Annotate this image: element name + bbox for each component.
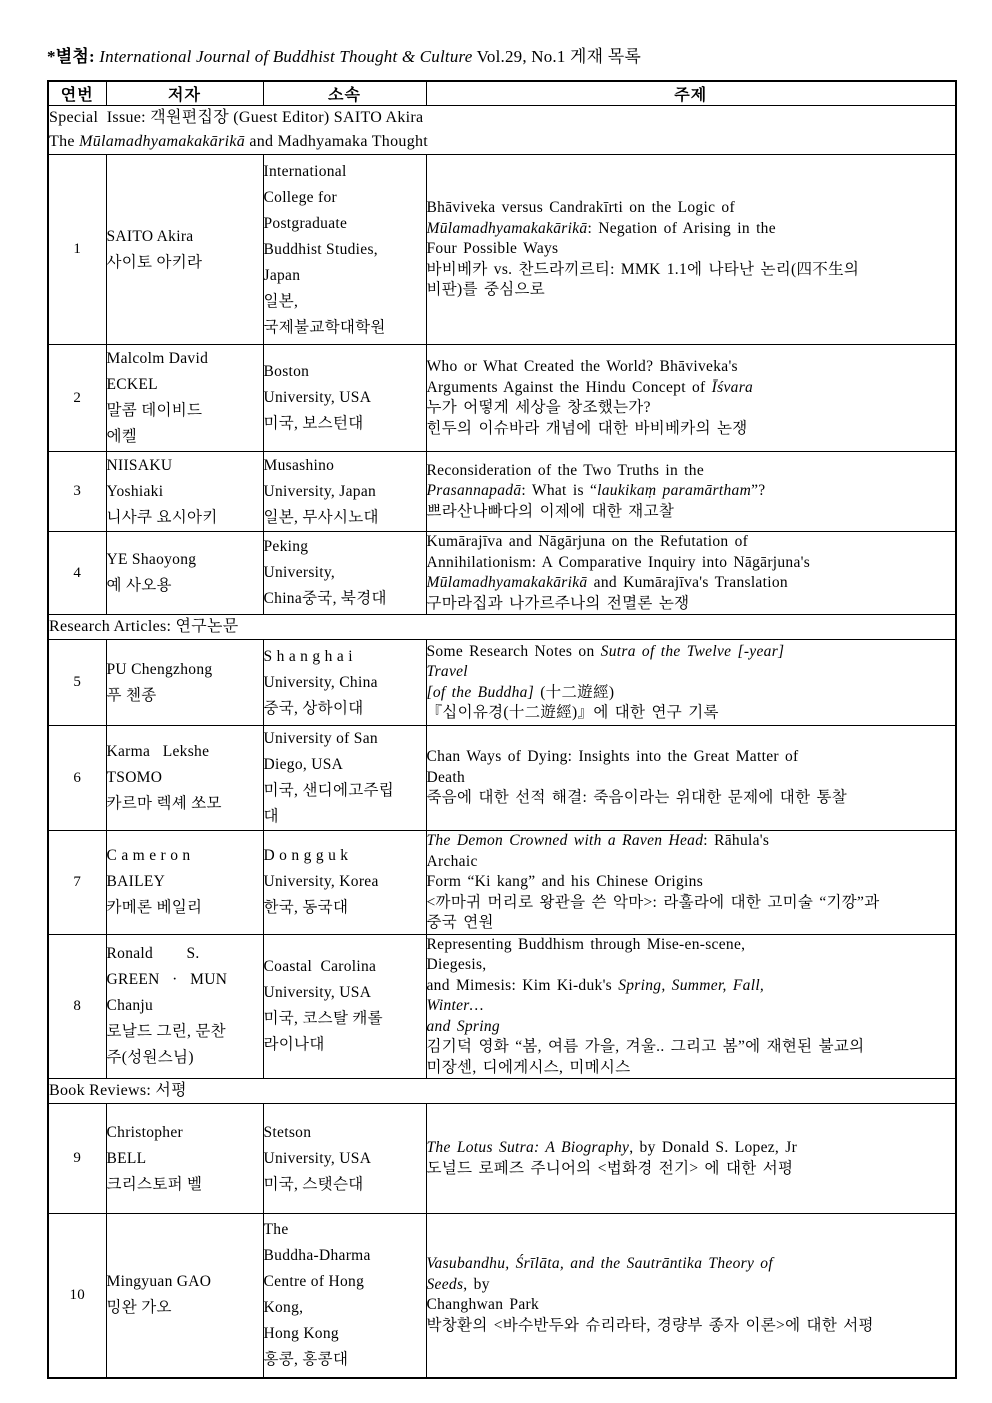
cell-line: The Lotus Sutra: A Biography, by Donald S. Lopez, Jr <box>426 1139 798 1156</box>
cell-line: 니사쿠 요시아키 <box>106 508 218 526</box>
cell-line: Diegesis, <box>426 956 487 973</box>
cell-line: Mingyuan GAO <box>106 1273 212 1291</box>
subject-cell <box>426 640 956 726</box>
cell-line: Chan Ways of Dying: Insights into the Great Matter of <box>426 748 799 766</box>
cell-line: China중국, 북경대 <box>263 590 387 607</box>
cell-line: 라이나대 <box>263 1036 325 1054</box>
cell-line: 중국 연원 <box>426 914 494 931</box>
cell-line: 힌두의 이슈바라 개념에 대한 바비베카의 논쟁 <box>426 419 748 437</box>
header-number: 연번 <box>48 81 106 106</box>
cell-line: Death <box>426 768 466 786</box>
cell-line: Bhāviveka versus Candrakīrti on the Logic of <box>426 199 735 217</box>
cell-line: University, Korea <box>263 873 379 891</box>
cell-line: 미국, 코스탈 캐롤 <box>263 1010 383 1028</box>
table-row <box>48 452 956 532</box>
subject-cell <box>426 1214 956 1378</box>
cell-line: Kong, <box>263 1299 304 1317</box>
cell-line: Postgraduate <box>263 214 348 232</box>
cell-line: Special Issue: 객원편집장 (Guest Editor) SAITO Akira <box>49 109 424 126</box>
cell-line: 비판)를 중심으로 <box>426 281 546 299</box>
section-cell <box>48 615 956 640</box>
cell-line: Mūlamadhyamakakārikā and Kumārajīva's Translation <box>426 574 788 591</box>
row-number: 1 <box>48 155 106 345</box>
table-row <box>48 934 956 1079</box>
table-row <box>48 1214 956 1378</box>
cell-line: SAITO Akira <box>106 227 194 245</box>
cell-line: 구마라집과 나가르주나의 전멸론 논쟁 <box>426 594 690 612</box>
cell-line: Yoshiaki <box>106 482 164 500</box>
table-row <box>48 831 956 935</box>
caption-suffix: Vol.29, No.1 게재 목록 <box>472 47 641 66</box>
author-cell <box>106 934 263 1079</box>
affiliation-cell <box>263 345 426 452</box>
cell-line: College for <box>263 188 337 206</box>
cell-line: 국제불교학대학원 <box>263 318 386 336</box>
cell-line: Arguments Against the Hindu Concept of Īśvara <box>426 378 754 396</box>
cell-line: The Mūlamadhyamakakārikā and Madhyamaka Thought <box>49 133 429 150</box>
cell-line: The <box>263 1221 289 1239</box>
cell-line: Four Possible Ways <box>426 240 559 258</box>
cell-line: 말콤 데이비드 <box>106 402 203 419</box>
cell-line: 김기덕 영화 “봄, 여름 가을, 겨울.. 그리고 봄”에 재현된 불교의 <box>426 1038 865 1055</box>
section-row <box>48 1079 956 1104</box>
cell-line: 중국, 상하이대 <box>263 699 364 717</box>
cell-line: Winter… <box>426 997 484 1014</box>
cell-line: Malcolm David <box>106 350 209 367</box>
author-cell <box>106 726 263 831</box>
cell-line: 대 <box>263 808 279 825</box>
cell-line: University, Japan <box>263 482 377 500</box>
cell-line: Boston <box>263 363 310 380</box>
cell-line: 쁘라산나빠다의 이제에 대한 재고찰 <box>426 502 675 520</box>
subject-cell <box>426 345 956 452</box>
cell-line: Mūlamadhyamakakārikā: Negation of Arising in the <box>426 219 776 237</box>
affiliation-cell <box>263 1214 426 1378</box>
cell-line: 미국, 보스턴대 <box>263 415 364 432</box>
cell-line: 『십이유경(十二遊經)』에 대한 연구 기록 <box>426 704 719 721</box>
cell-line: 바비베카 vs. 찬드라끼르티: MMK 1.1에 나타난 논리(四不生의 <box>426 260 860 278</box>
cell-line: 로날드 그린, 문찬 <box>106 1023 226 1041</box>
cell-line: Ronald S. <box>106 945 200 963</box>
cell-line: [of the Buddha] (十二遊經) <box>426 683 615 701</box>
cell-line: 누가 어떻게 세상을 창조했는가? <box>426 399 651 416</box>
section-cell <box>48 106 956 155</box>
author-cell <box>106 1214 263 1378</box>
header-row <box>48 81 956 106</box>
document-title <box>47 42 955 67</box>
cell-line: Archaic <box>426 852 478 870</box>
cell-line: <까마귀 머리로 왕관을 쓴 악마>: 라훌라에 대한 고미술 “기깡”과 <box>426 893 880 911</box>
author-cell <box>106 831 263 935</box>
cell-line: Stetson <box>263 1123 312 1141</box>
cell-line: University, USA <box>263 1149 372 1167</box>
cell-line: Coastal Carolina <box>263 958 377 976</box>
author-cell <box>106 155 263 345</box>
cell-line: 카르마 렉셰 쏘모 <box>106 795 222 812</box>
subject-cell <box>426 726 956 831</box>
table-body <box>48 106 956 1378</box>
affiliation-cell <box>263 1104 426 1214</box>
affiliation-cell <box>263 831 426 935</box>
table-row <box>48 532 956 615</box>
cell-line: NIISAKU <box>106 456 173 474</box>
cell-line: YE Shaoyong <box>106 551 197 568</box>
subject-cell <box>426 155 956 345</box>
cell-line: BELL <box>106 1149 147 1167</box>
author-cell <box>106 345 263 452</box>
cell-line: 미국, 스탯슨대 <box>263 1175 364 1193</box>
cell-line: 사이토 아키라 <box>106 253 203 271</box>
section-cell <box>48 1079 956 1104</box>
author-cell <box>106 1104 263 1214</box>
affiliation-cell <box>263 934 426 1079</box>
table-row <box>48 726 956 831</box>
row-number: 3 <box>48 452 106 532</box>
row-number: 10 <box>48 1214 106 1378</box>
cell-line: 밍완 가오 <box>106 1299 172 1317</box>
header-affiliation: 소속 <box>263 81 426 106</box>
cell-line: Who or What Created the World? Bhāviveka's <box>426 358 738 375</box>
caption-prefix: *별첨: <box>47 47 100 66</box>
cell-line: 푸 첸종 <box>106 686 157 704</box>
cell-line: University of San <box>263 730 378 747</box>
cell-line: Christopher <box>106 1123 183 1141</box>
row-number: 8 <box>48 934 106 1079</box>
section-row <box>48 615 956 640</box>
cell-line: 죽음에 대한 선적 해결: 죽음이라는 위대한 문제에 대한 통찰 <box>426 789 848 807</box>
cell-line: 에켈 <box>106 428 138 445</box>
cell-line: 박창환의 <바수반두와 슈리라타, 경량부 종자 이론>에 대한 서평 <box>426 1316 874 1334</box>
cell-line: and Mimesis: Kim Ki-duk's Spring, Summer, Fall, <box>426 976 765 994</box>
section-row <box>48 106 956 155</box>
cell-line: Some Research Notes on Sutra of the Twelve [-year] <box>426 642 785 660</box>
author-cell <box>106 452 263 532</box>
cell-line: 미국, 샌디에고주립 <box>263 782 395 799</box>
table-row <box>48 640 956 726</box>
cell-line: C a m e r o n <box>106 847 191 865</box>
cell-line: Travel <box>426 663 468 680</box>
subject-cell <box>426 532 956 615</box>
cell-line: Kumārajīva and Nāgārjuna on the Refutation of <box>426 533 749 550</box>
header-subject: 주제 <box>426 81 956 106</box>
cell-line: 홍콩, 홍콩대 <box>263 1351 349 1369</box>
articles-table <box>47 80 957 1379</box>
cell-line: and Spring <box>426 1017 500 1035</box>
subject-cell <box>426 1104 956 1214</box>
cell-line: Representing Buddhism through Mise-en-scene, <box>426 935 746 953</box>
cell-line: S h a n g h a i <box>263 647 353 665</box>
cell-line: Reconsideration of the Two Truths in the <box>426 461 705 479</box>
cell-line: PU Chengzhong <box>106 660 213 678</box>
cell-line: 일본, 무사시노대 <box>263 508 379 526</box>
cell-line: Diego, USA <box>263 756 344 773</box>
cell-line: 카메론 베일리 <box>106 899 203 917</box>
cell-line: Buddhist Studies, <box>263 240 378 258</box>
cell-line: Prasannapadā: What is “laukikaṃ paramārtham”? <box>426 482 766 500</box>
cell-line: TSOMO <box>106 769 163 786</box>
subject-cell <box>426 934 956 1079</box>
caption-journal-name: International Journal of Buddhist Thought & Culture <box>99 47 473 66</box>
cell-line: International <box>263 162 347 180</box>
cell-line: Peking <box>263 538 309 555</box>
affiliation-cell <box>263 532 426 615</box>
cell-line: University, USA <box>263 984 372 1002</box>
cell-line: University, USA <box>263 389 372 406</box>
cell-line: Vasubandhu, Śrīlāta, and the Sautrāntika Theory of <box>426 1255 773 1273</box>
row-number: 9 <box>48 1104 106 1214</box>
subject-cell <box>426 831 956 935</box>
cell-line: Musashino <box>263 456 335 474</box>
cell-line: Seeds, by <box>426 1275 490 1293</box>
cell-line: 미장센, 디에게시스, 미메시스 <box>426 1058 631 1076</box>
row-number: 4 <box>48 532 106 615</box>
header-author: 저자 <box>106 81 263 106</box>
cell-line: Research Articles: 연구논문 <box>49 618 239 635</box>
cell-line: 주(성원스님) <box>106 1049 194 1067</box>
affiliation-cell <box>263 452 426 532</box>
table-row <box>48 1104 956 1214</box>
cell-line: GREEN · MUN <box>106 971 228 989</box>
cell-line: Changhwan Park <box>426 1296 540 1314</box>
cell-line: Karma Lekshe <box>106 743 210 760</box>
cell-line: Annihilationism: A Comparative Inquiry into Nāgārjuna's <box>426 553 811 571</box>
cell-line: 크리스토퍼 벨 <box>106 1175 203 1193</box>
cell-line: University, <box>263 564 336 581</box>
cell-line: University, China <box>263 673 378 691</box>
subject-cell <box>426 452 956 532</box>
cell-line: 일본, <box>263 292 299 310</box>
cell-line: 한국, 동국대 <box>263 899 349 917</box>
cell-line: 예 사오용 <box>106 577 172 594</box>
cell-line: Form “Ki kang” and his Chinese Origins <box>426 873 704 890</box>
cell-line: ECKEL <box>106 376 158 393</box>
cell-line: The Demon Crowned with a Raven Head: Rāhula's <box>426 832 770 849</box>
table-row <box>48 155 956 345</box>
cell-line: BAILEY <box>106 873 166 891</box>
cell-line: Centre of Hong <box>263 1273 365 1291</box>
cell-line: Japan <box>263 266 301 284</box>
row-number: 6 <box>48 726 106 831</box>
cell-line: 도널드 로페즈 주니어의 <법화경 전기> 에 대한 서평 <box>426 1159 794 1177</box>
affiliation-cell <box>263 155 426 345</box>
cell-line: Chanju <box>106 997 154 1015</box>
cell-line: D o n g g u k <box>263 847 349 865</box>
author-cell <box>106 532 263 615</box>
author-cell <box>106 640 263 726</box>
affiliation-cell <box>263 726 426 831</box>
cell-line: Hong Kong <box>263 1325 339 1343</box>
cell-line: Buddha-Dharma <box>263 1247 371 1265</box>
cell-line: Book Reviews: 서평 <box>49 1082 187 1099</box>
affiliation-cell <box>263 640 426 726</box>
table-row <box>48 345 956 452</box>
row-number: 7 <box>48 831 106 935</box>
row-number: 2 <box>48 345 106 452</box>
row-number: 5 <box>48 640 106 726</box>
